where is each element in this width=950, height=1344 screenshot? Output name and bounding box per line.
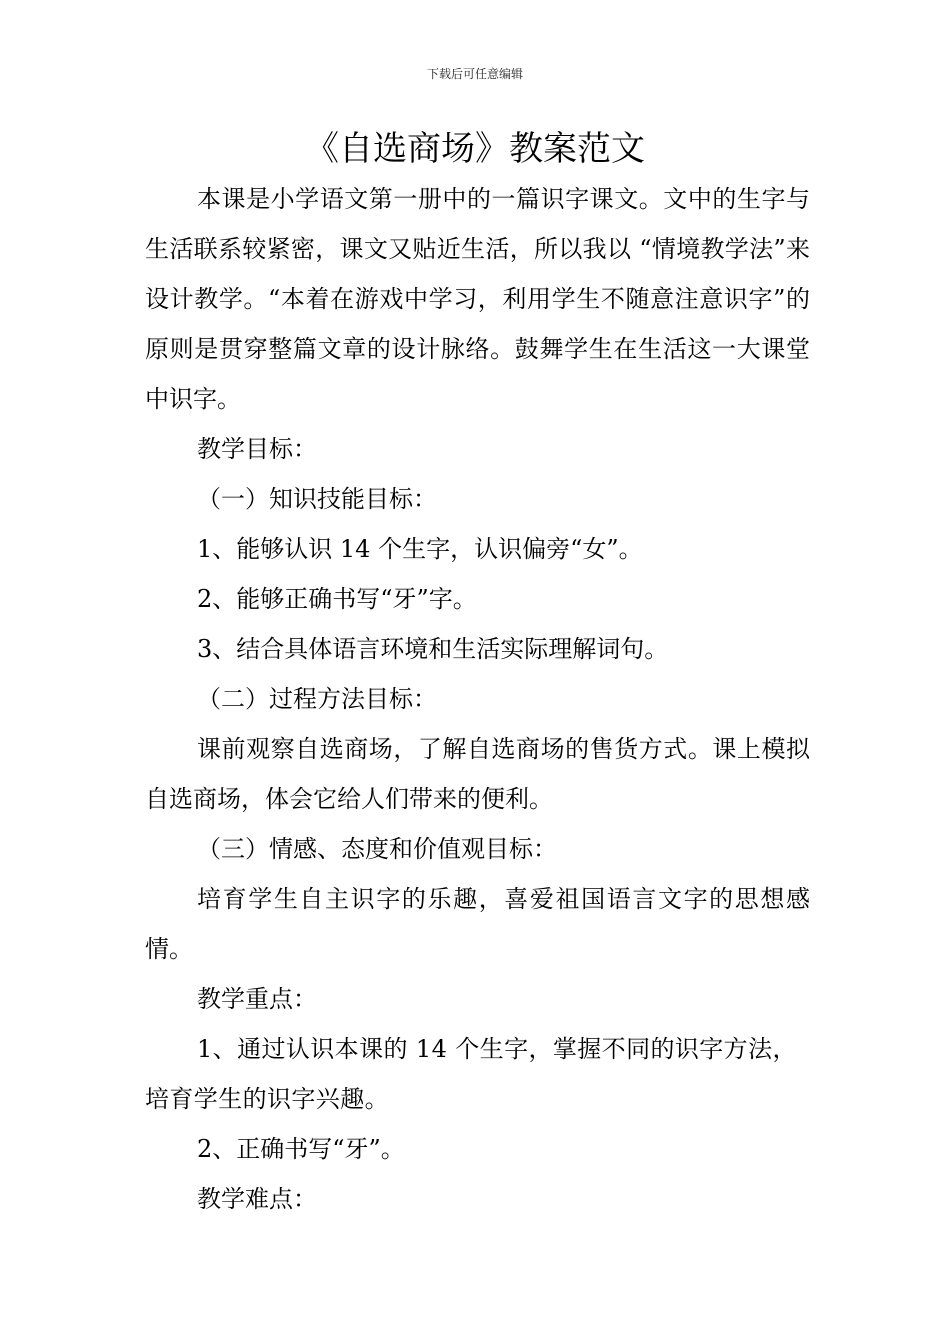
- process-goals-paragraph: 课前观察自选商场，了解自选商场的售货方式。课上模拟自选商场，体会它给人们带来的便利。: [145, 735, 810, 813]
- process-goals-heading: （二）过程方法目标：: [197, 685, 437, 713]
- difficulties-heading: 教学难点：: [197, 1185, 317, 1213]
- document-title: 《自选商场》教案范文: [305, 129, 645, 169]
- key-point-item-1: 1、通过认识本课的 14 个生字，掌握不同的识字方法，培育学生的识字兴趣。: [145, 1035, 797, 1113]
- knowledge-goal-item-1: 1、能够认识 14 个生字，认识偏旁“女”。: [197, 535, 643, 563]
- emotion-goals-heading: （三）情感、态度和价值观目标：: [197, 835, 557, 863]
- teaching-goals-heading: 教学目标：: [197, 435, 317, 463]
- knowledge-goal-item-2: 2、能够正确书写“牙”字。: [197, 585, 477, 613]
- key-points-heading: 教学重点：: [197, 985, 317, 1013]
- knowledge-goals-heading: （一）知识技能目标：: [197, 485, 437, 513]
- key-point-item-2: 2、正确书写“牙”。: [197, 1135, 405, 1163]
- document-body: [145, 174, 810, 1224]
- intro-paragraph: 本课是小学语文第一册中的一篇识字课文。文中的生字与生活联系较紧密，课文又贴近生活，所以我以 “情境教学法”来设计教学。“本着在游戏中学习，利用学生不随意注意识字”的原则是贯穿整篇文章的设计脉络。鼓舞学生在生活这一大课堂中识字。: [145, 185, 810, 413]
- header-note: 下载后可任意编辑: [426, 67, 523, 81]
- emotion-goals-paragraph: 培育学生自主识字的乐趣，喜爱祖国语言文字的思想感情。: [145, 885, 810, 963]
- knowledge-goal-item-3: 3、结合具体语言环境和生活实际理解词句。: [197, 635, 669, 663]
